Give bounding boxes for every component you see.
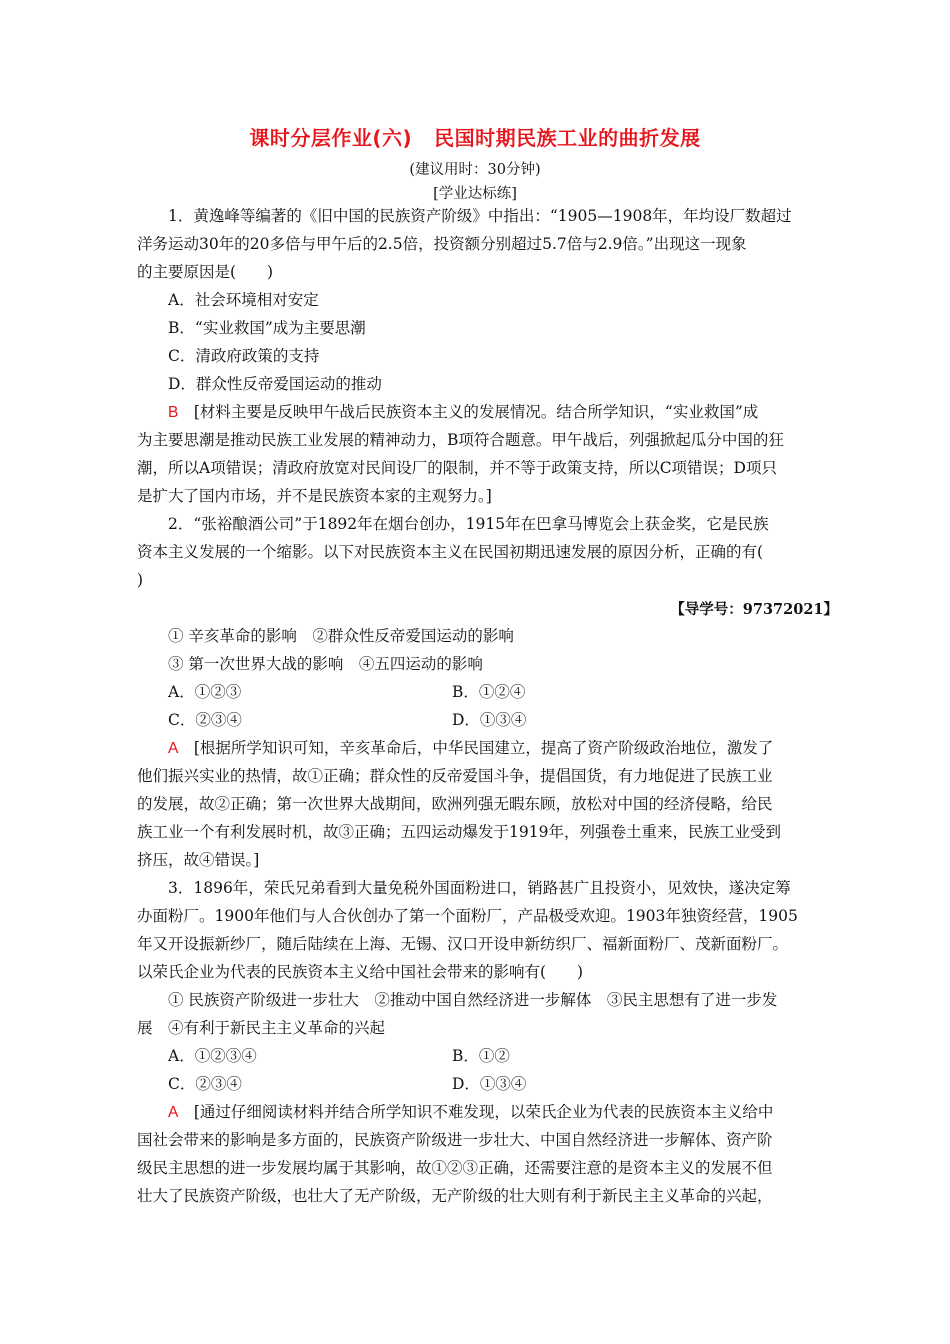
q2-line-1: 2．“张裕酿酒公司”于1892年在烟台创办，1915年在巴拿马博览会上获金奖，它是民族 (168, 515, 769, 533)
title-part-1: 课时分层作业(六) (249, 126, 413, 150)
q1-explanation-line-3: 潮，所以A项错误；清政府放宽对民间设厂的限制，并不等于政策支持，所以C项错误；D项只 (137, 459, 777, 477)
q3-answer: A (168, 1104, 179, 1121)
q2-explanation-line-2: 他们振兴实业的热情，故①正确；群众性的反帝爱国斗争，提倡国货，有力地促进了民族工业 (137, 767, 773, 785)
q2-option-b: B．①②④ (452, 683, 526, 701)
section-label: [学业达标练] (433, 186, 517, 202)
q3-explanation-line-3: 级民主思想的进一步发展均属于其影响，故①②③正确，还需要注意的是资本主义的发展不但 (137, 1159, 773, 1177)
q2-line-3: ) (137, 571, 144, 589)
q1-explanation-line-4: 是扩大了国内市场，并不是民族资本家的主观努力。] (137, 487, 492, 505)
q2-explanation-line-3: 的发展，故②正确；第一次世界大战期间，欧洲列强无暇东顾，放松对中国的经济侵略，给民 (137, 795, 773, 813)
q3-option-b: B．①② (452, 1047, 510, 1065)
q2-option-d: D．①③④ (452, 711, 527, 729)
q1-option-b: B．“实业救国”成为主要思潮 (168, 319, 366, 337)
q3-line-1: 3．1896年，荣氏兄弟看到大量免税外国面粉进口，销路甚广且投资小，见效快，遂决定筹 (168, 879, 791, 897)
q2-explanation-line-1: A [根据所学知识可知，辛亥革命后，中华民国建立，提高了资产阶级政治地位，激发了 (168, 739, 774, 757)
q2-explanation-line-5: 挤压，故④错误。] (137, 851, 260, 869)
q2-option-a: A．①②③ (168, 683, 242, 701)
page-title (0, 122, 950, 151)
q1-option-d: D．群众性反帝爱国运动的推动 (168, 375, 382, 393)
q1-option-a: A．社会环境相对安定 (168, 291, 319, 309)
q2-guide-number: 【导学号：97372021】 (670, 601, 838, 618)
q1-explanation-line-2: 为主要思潮是推动民族工业发展的精神动力，B项符合题意。甲午战后，列强掀起瓜分中国的狂 (137, 431, 784, 449)
q2-line-2: 资本主义发展的一个缩影。以下对民族资本主义在民国初期迅速发展的原因分析，正确的有( (137, 543, 764, 561)
q3-explanation-line-1: A [通过仔细阅读材料并结合所学知识不难发现，以荣氏企业为代表的民族资本主义给中 (168, 1103, 774, 1121)
q1-line-3: 的主要原因是( ) (137, 263, 274, 281)
q1-line-1: 1．黄逸峰等编著的《旧中国的民族资产阶级》中指出：“1905—1908年，年均设厂数超过 (168, 207, 792, 225)
suggested-time: (建议用时：30分钟) (409, 162, 541, 178)
q2-option-c: C．②③④ (168, 711, 242, 729)
q1-explanation-line-1: B [材料主要是反映甲午战后民族资本主义的发展情况。结合所学知识，“实业救国”成 (168, 403, 759, 421)
title-part-2: 民国时期民族工业的曲折发展 (434, 126, 701, 150)
q3-line-3: 年又开设振新纱厂，随后陆续在上海、无锡、汉口开设申新纺织厂、福新面粉厂、茂新面粉厂。 (137, 935, 789, 953)
q2-item-line-1: ① 辛亥革命的影响 ②群众性反帝爱国运动的影响 (168, 627, 514, 645)
q3-option-c: C．②③④ (168, 1075, 242, 1093)
q3-item-line-1: ① 民族资产阶级进一步壮大 ②推动中国自然经济进一步解体 ③民主思想有了进一步发 (168, 991, 778, 1009)
q3-line-2: 办面粉厂。1900年他们与人合伙创办了第一个面粉厂，产品极受欢迎。1903年独资经营，1905 (137, 907, 798, 925)
q3-explanation-line-4: 壮大了民族资产阶级，也壮大了无产阶级，无产阶级的壮大则有利于新民主主义革命的兴起， (137, 1187, 773, 1205)
q1-line-2: 洋务运动30年的20多倍与甲午后的2.5倍，投资额分别超过5.7倍与2.9倍。”出现这一现象 (137, 235, 747, 253)
q2-explanation-line-4: 族工业一个有利发展时机，故③正确；五四运动爆发于1919年，列强卷土重来，民族工业受到 (137, 823, 781, 841)
q2-item-line-2: ③ 第一次世界大战的影响 ④五四运动的影响 (168, 655, 483, 673)
q3-explanation-line-2: 国社会带来的影响是多方面的，民族资产阶级进一步壮大、中国自然经济进一步解体、资产阶 (137, 1131, 773, 1149)
q1-option-c: C．清政府政策的支持 (168, 347, 320, 365)
q3-option-d: D．①③④ (452, 1075, 527, 1093)
q2-answer: A (168, 740, 179, 757)
q3-option-a: A．①②③④ (168, 1047, 257, 1065)
q1-answer: B (168, 404, 179, 421)
q3-item-line-2: 展 ④有利于新民主主义革命的兴起 (137, 1019, 386, 1037)
q3-line-4: 以荣氏企业为代表的民族资本主义给中国社会带来的影响有( ) (137, 963, 584, 981)
